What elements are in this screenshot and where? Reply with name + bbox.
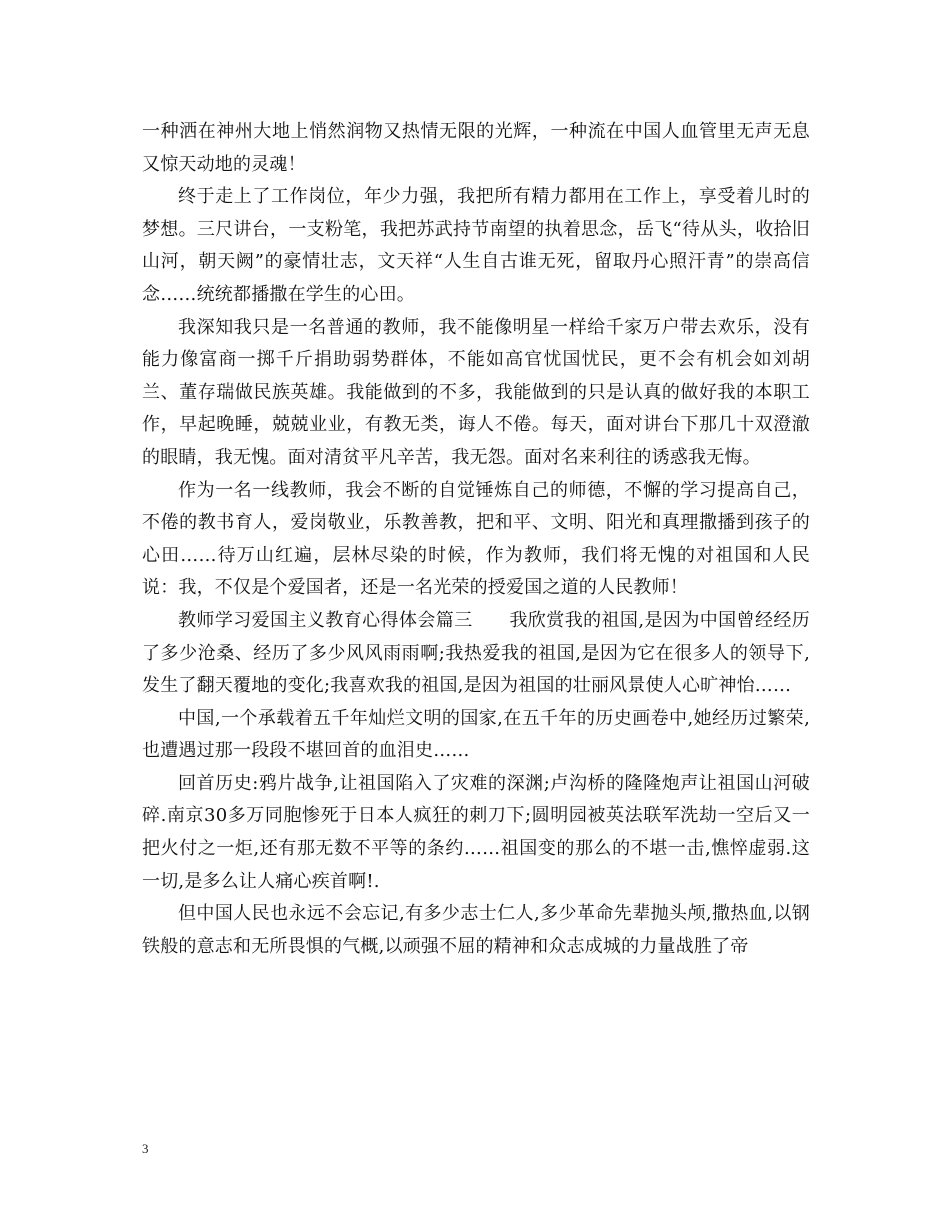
paragraph: 一种洒在神州大地上悄然润物又热情无限的光辉，一种流在中国人血管里无声无息又惊天动地的灵魂！ — [142, 121, 810, 175]
paragraph: 我深知我只是一名普通的教师，我不能像明星一样给千家万户带去欢乐，没有能力像富商一掷千斤捐助弱势群体，不能如高官忧国忧民，更不会有机会如刘胡兰、董存瑞做民族英雄。我能做到的不多，我能做到的只是认真的做好我的本职工作，早起晚睡，兢兢业业，有教无类，诲人不倦。每天，面对讲台下那几十双澄澈的眼睛，我无愧。面对清贫平凡辛苦，我无怨。面对名来利往的诱惑我无悔。 — [142, 316, 810, 468]
paragraph: 中国,一个承载着五千年灿烂文明的国家,在五千年的历史画卷中,她经历过繁荣,也遭遇过那一段段不堪回首的血泪史…… — [142, 707, 810, 762]
paragraph: 教师学习爱国主义教育心得体会篇三 我欣赏我的祖国,是因为中国曾经经历了多少沧桑、经历了多少风风雨雨啊;我热爱我的祖国,是因为它在很多人的领导下,发生了翻天覆地的变化;我喜欢我的祖国,是因为祖国的壮丽风景使人心旷神怡…… — [142, 609, 810, 697]
paragraph: 终于走上了工作岗位，年少力强，我把所有精力都用在工作上，享受着儿时的梦想。三尺讲台，一支粉笔，我把苏武持节南望的执着思念，岳飞“待从头，收拾旧山河，朝天阙”的豪情壮志，文天祥“人生自古谁无死，留取丹心照汗青”的崇高信念……统统都播撒在学生的心田。 — [142, 186, 810, 305]
paragraph: 回首历史:鸦片战争,让祖国陷入了灾难的深渊;卢沟桥的隆隆炮声让祖国山河破碎.南京30多万同胞惨死于日本人疯狂的刺刀下;圆明园被英法联军洗劫一空后又一把火付之一炬,还有那无数不平等的条约……祖国变的那么的不堪一击,憔悴虚弱.这一切,是多么让人痛心疾首啊!. — [142, 772, 810, 892]
page-number: 3 — [142, 1141, 149, 1156]
document-body — [142, 116, 810, 963]
paragraph: 作为一名一线教师，我会不断的自觉锤炼自己的师德，不懈的学习提高自己，不倦的教书育人，爱岗敬业，乐教善教，把和平、文明、阳光和真理撒播到孩子的心田……待万山红遍，层林尽染的时候，作为教师，我们将无愧的对祖国和人民说：我，不仅是个爱国者，还是一名光荣的授爱国之道的人民教师！ — [142, 479, 810, 599]
paragraph: 但中国人民也永远不会忘记,有多少志士仁人,多少革命先辈抛头颅,撒热血,以钢铁般的意志和无所畏惧的气概,以顽强不屈的精神和众志成城的力量战胜了帝 — [142, 903, 810, 957]
